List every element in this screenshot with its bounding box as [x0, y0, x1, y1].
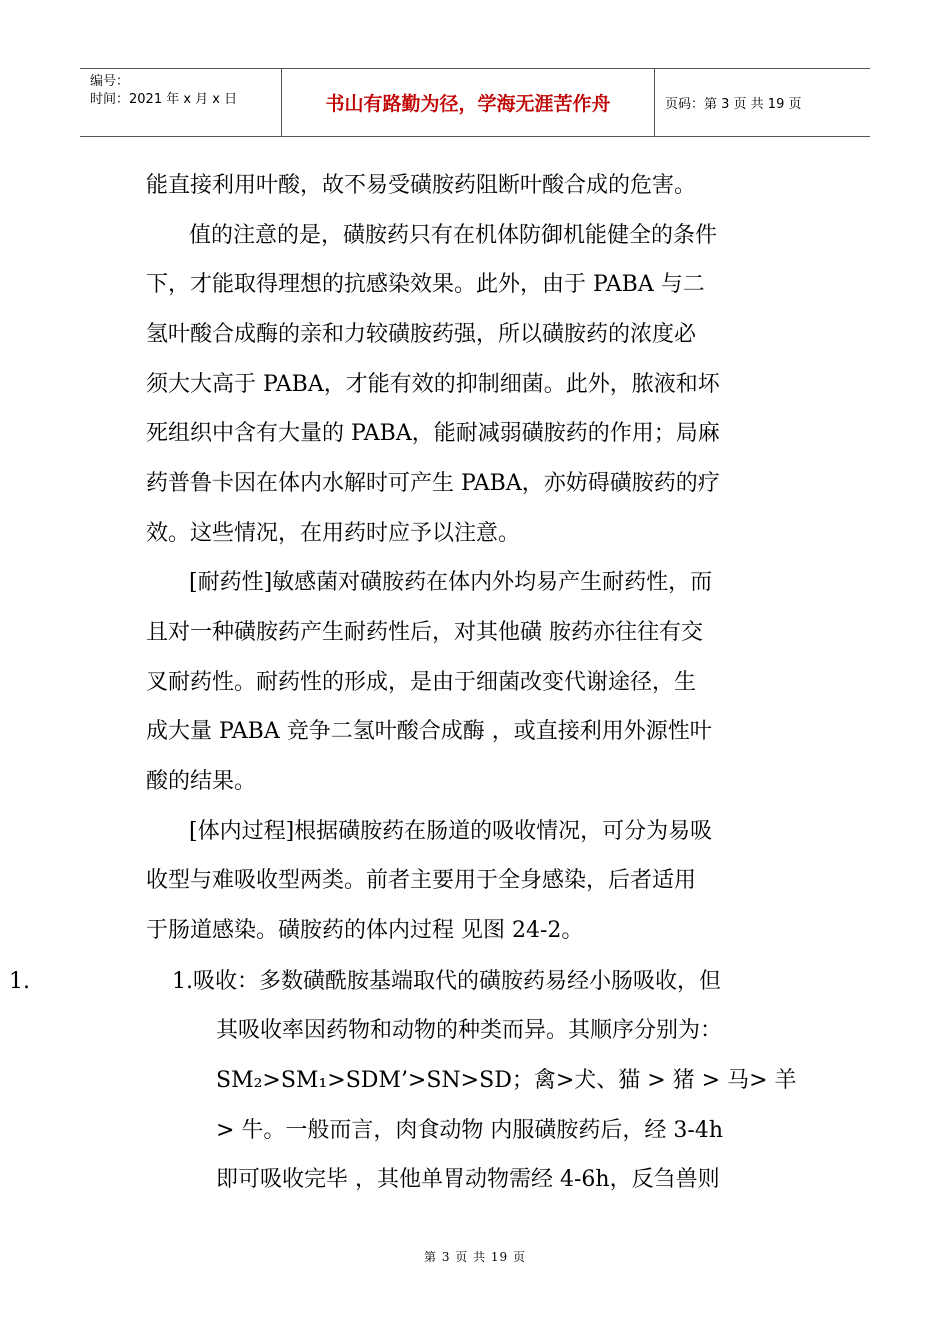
page-footer: 第 3 页 共 19 页	[424, 1250, 526, 1264]
body-line: 成大量 PABA 竞争二氢叶酸合成酶 ，或直接利用外源性叶	[146, 719, 712, 744]
list-item-line: 即可吸收完毕 ，其他单胃动物需经 4-6h，反刍兽则	[216, 1167, 720, 1192]
list-item-line: > 牛。一般而言，肉食动物 内服磺胺药后，经 3-4h	[216, 1118, 724, 1143]
body-line: 死组织中含有大量的 PABA，能耐减弱磺胺药的作用；局麻	[146, 421, 720, 446]
body-line: 氢叶酸合成酶的亲和力较磺胺药强，所以磺胺药的浓度必	[146, 322, 697, 347]
header-motto: 书山有路勤为径，学海无涯苦作舟	[282, 69, 655, 136]
header-page-info: 页码：第 3 页 共 19 页	[665, 97, 802, 112]
page-header	[80, 68, 870, 137]
body-line: 药普鲁卡因在体内水解时可产生 PABA，亦妨碍磺胺药的疗	[146, 471, 720, 496]
body-line: 效。这些情况，在用药时应予以注意。	[146, 521, 521, 546]
document-date-label: 时间：2021 年 x 月 x 日	[90, 92, 238, 107]
body-line: 收型与难吸收型两类。前者主要用于全身感染，后者适用	[146, 868, 697, 893]
body-line: 能直接利用叶酸，故不易受磺胺药阻断叶酸合成的危害。	[146, 173, 697, 198]
body-line: 叉耐药性。耐药性的形成，是由于细菌改变代谢途径，生	[146, 670, 697, 695]
body-line: 须大大高于 PABA，才能有效的抑制细菌。此外，脓液和坏	[146, 372, 720, 397]
list-item-line: 1.吸收：多数磺酰胺基端取代的磺胺药易经小肠吸收，但	[172, 969, 721, 994]
body-line: 值的注意的是，磺胺药只有在机体防御机能健全的条件	[189, 223, 718, 248]
list-marker: 1.	[9, 969, 30, 994]
header-meta	[80, 69, 282, 136]
body-line: [体内过程]根据磺胺药在肠道的吸收情况，可分为易吸	[189, 819, 713, 844]
body-line: 且对一种磺胺药产生耐药性后，对其他磺 胺药亦往往有交	[146, 620, 703, 645]
list-item-line: 其吸收率因药物和动物的种类而异。其顺序分别为：	[216, 1018, 723, 1043]
body-line: 酸的结果。	[146, 769, 257, 794]
body-line: 下，才能取得理想的抗感染效果。此外，由于 PABA 与二	[146, 272, 705, 297]
body-line: [耐药性]敏感菌对磺胺药在体内外均易产生耐药性，而	[189, 570, 713, 595]
body-line: 于肠道感染。磺胺药的体内过程 见图 24-2。	[146, 918, 584, 943]
list-item-line: SM₂>SM₁>SDM’>SN>SD；禽>犬、猫 > 猪 > 马> 羊	[216, 1068, 797, 1093]
document-number-label: 编号：	[90, 74, 130, 89]
